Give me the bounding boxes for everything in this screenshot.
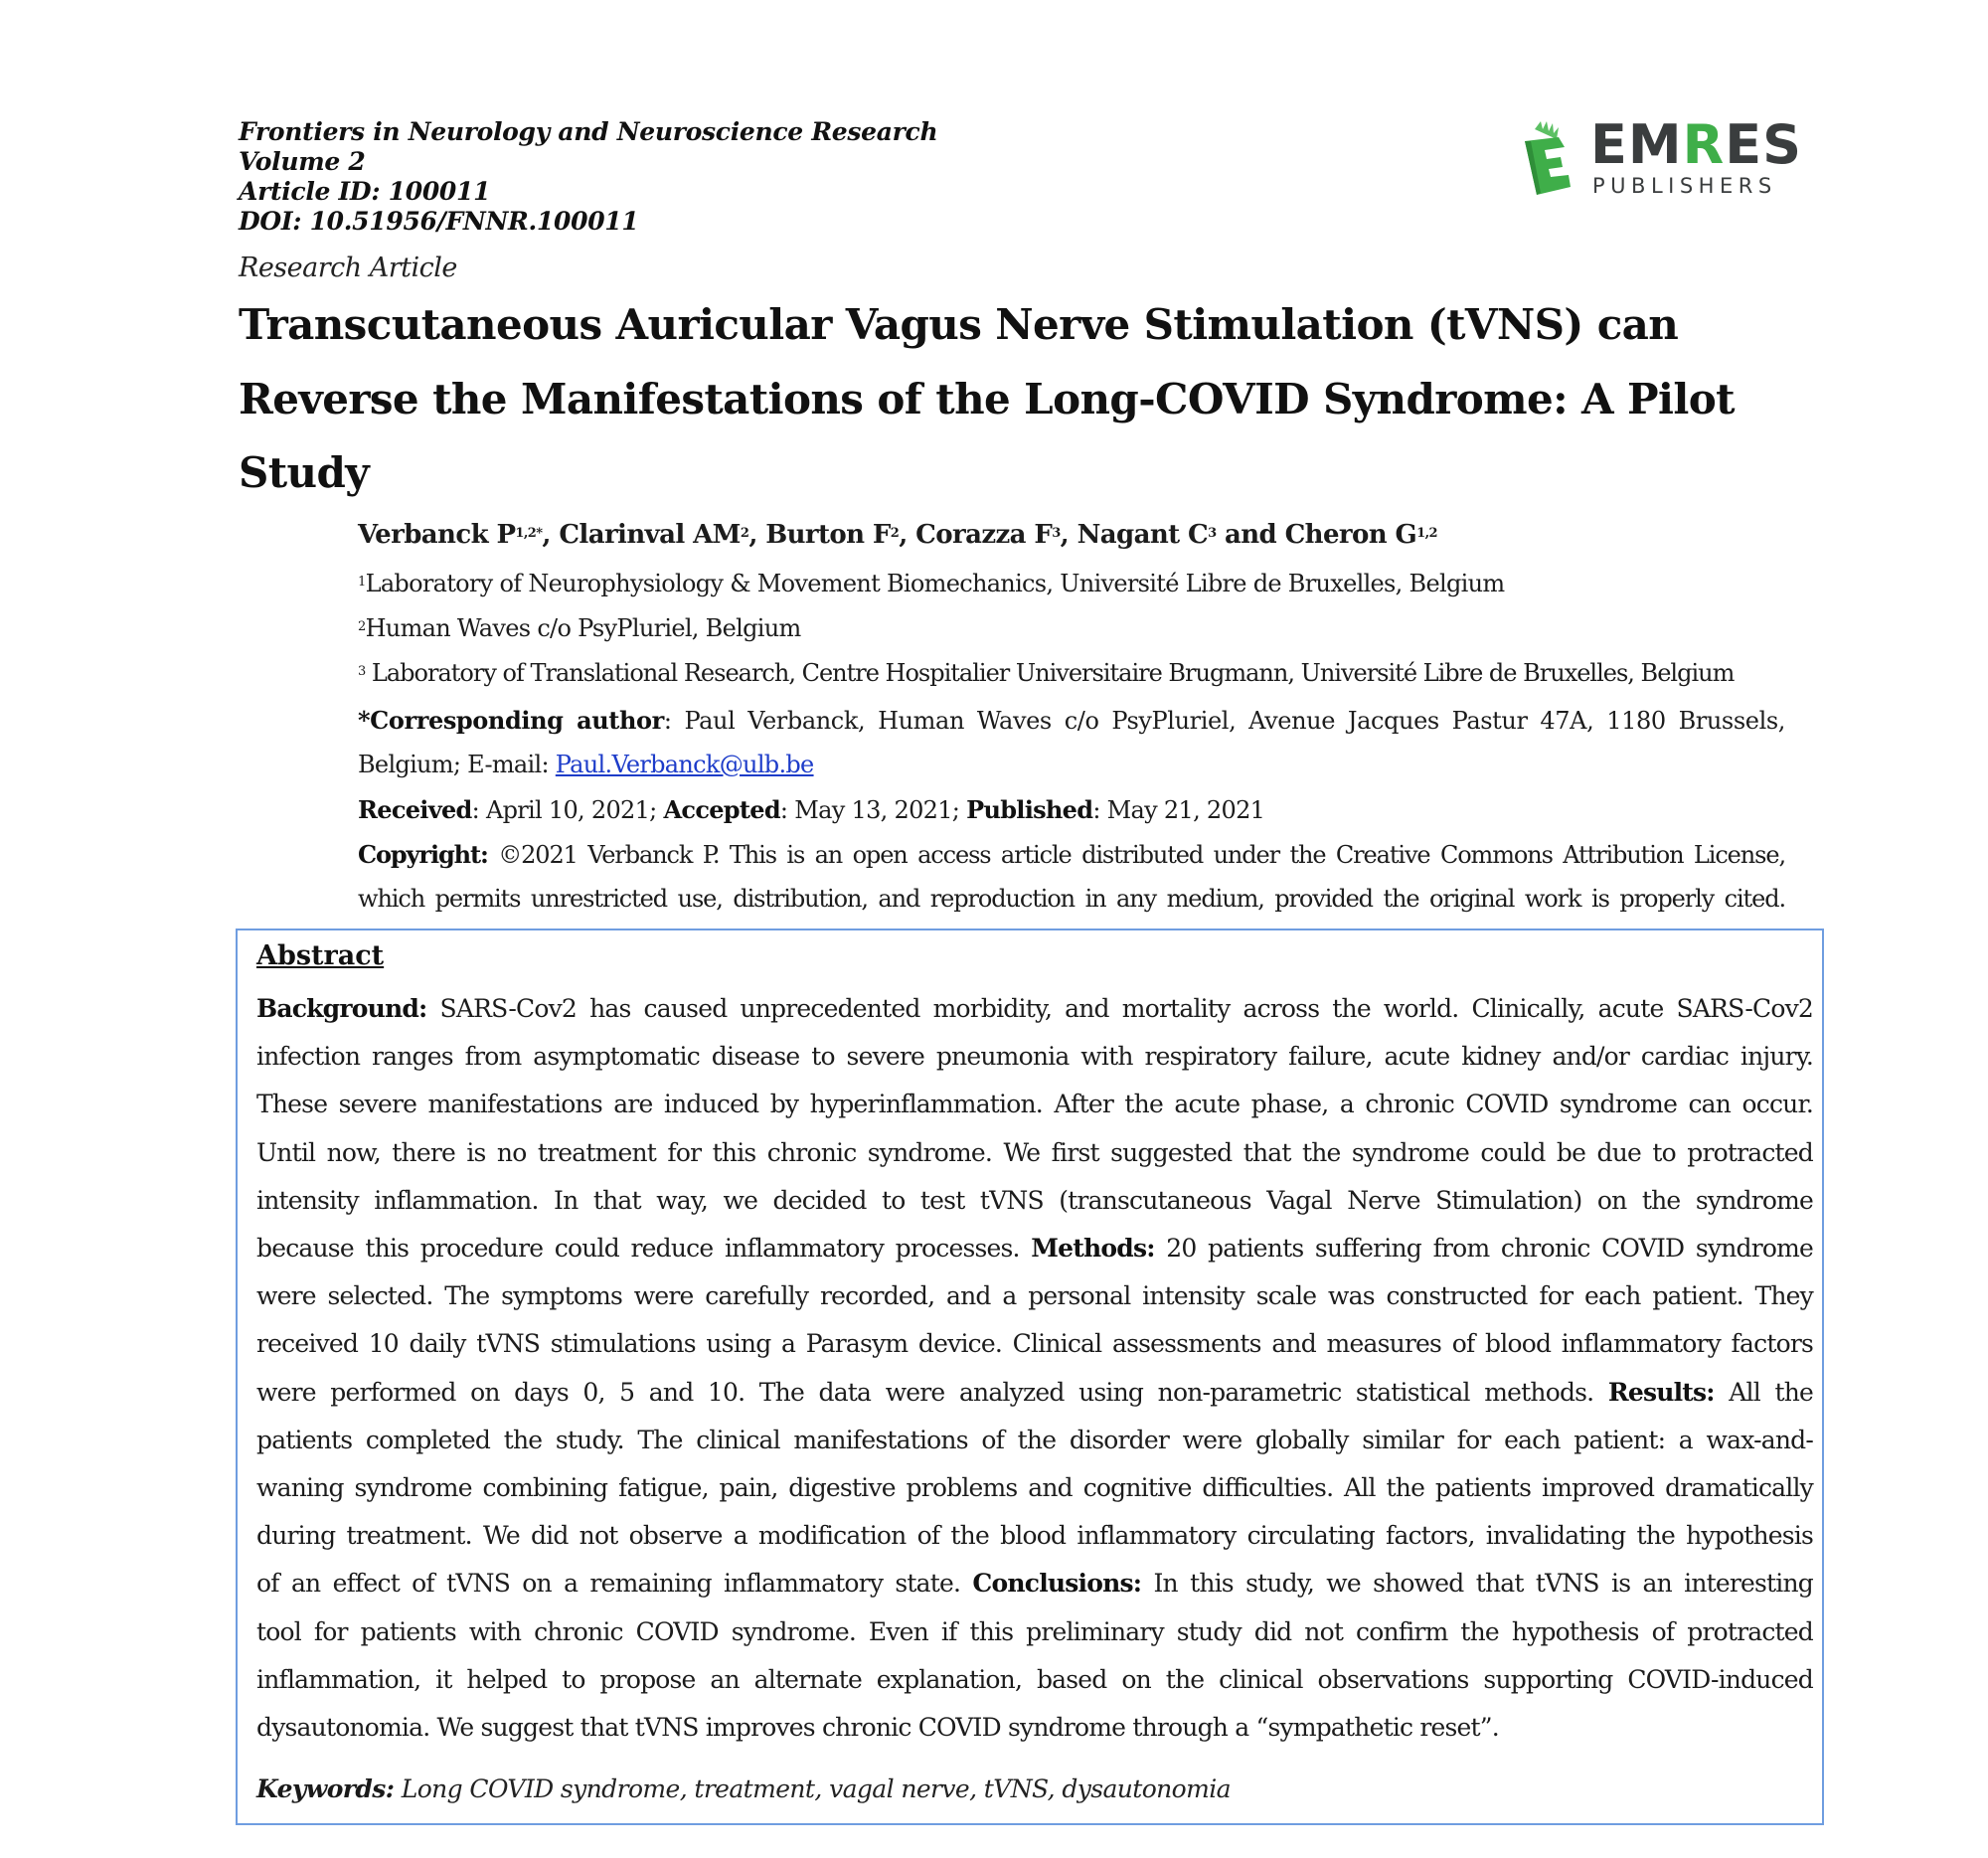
abstract-line [256,1567,1813,1601]
abstract-text: SARS-Cov2 has caused unprecedented morbidity, and mortality across the world. Clinically, acute SARS-Cov2 [426,994,1813,1023]
publication-dates: Received: April 10, 2021; Accepted: May 13, 2021; Published: May 21, 2021 [358,795,1265,824]
abstract-text: In this study, we showed that tVNS is an interesting [1141,1569,1813,1599]
wordmark-accent: R [1682,113,1726,176]
abstract-line [256,1279,1813,1313]
green-book-e-icon [1521,119,1582,205]
abstract-section-label: Background: [256,994,427,1023]
title-line: Transcutaneous Auricular Vagus Nerve Stimulation (tVNS) can [239,300,1679,349]
author: Clarinval $AM^2$ [559,520,749,550]
publisher-subtitle: PUBLISHERS [1592,174,1777,198]
copyright-line: which permits unrestricted use, distribution, and reproduction in any medium, provided the original work is properly cited. [358,885,1785,913]
abstract-text: intensity inflammation. In that way, we decided to test tVNS (transcutaneous Vagal Nerve Stimulation) on the syndrome [256,1185,1813,1215]
abstract-line [256,1519,1813,1553]
affiliation: $^3$ Laboratory of Translational Research, Centre Hospitalier Universitaire Brugmann, Université Libre de Bruxelles, Belgium [358,659,1735,687]
abstract-text: tool for patients with chronic COVID syndrome. Even if this preliminary study did not confirm the hypothesis of protracted [256,1616,1813,1646]
abstract-text: because this procedure could reduce inflammatory processes. [256,1234,1032,1263]
corresponding-email-line: Belgium; E-mail: Paul.Verbanck@ulb.be [358,751,814,778]
author: Corazza $F^3$ [915,520,1061,550]
abstract-section-label: Conclusions: [972,1569,1142,1599]
abstract-text: during treatment. We did not observe a modification of the blood inflammatory circulating factors, invalidating the hypothesis [256,1521,1813,1551]
author: Verbanck $P^{1,2*}$ [358,520,543,550]
abstract-text: Until now, there is no treatment for this chronic syndrome. We first suggested that the syndrome could be due to protracted [256,1137,1813,1167]
abstract-line [256,992,1813,1026]
publisher-logo [1521,113,1802,207]
wordmark-part1: EM [1590,113,1683,176]
abstract-line [256,1711,1813,1745]
abstract-line [256,1376,1813,1410]
email-link[interactable]: Paul.Verbanck@ulb.be [555,751,814,778]
abstract-line [256,1471,1813,1505]
abstract-line [256,1136,1813,1170]
article-id: Article ID: 100011 [239,177,491,206]
title-line: Study [239,448,370,497]
author-list: Verbanck $P^{1,2*}$, Clarinval $AM^2$, Burton $F^2$, Corazza $F^3$, Nagant $C^3$ and Cheron G$^{1,2}$ [358,520,1437,550]
title-line: Reverse the Manifestations of the Long-COVID Syndrome: A Pilot [239,375,1735,423]
doi: DOI: 10.51956/FNNR.100011 [239,207,639,236]
abstract-text: waning syndrome combining fatigue, pain, digestive problems and cognitive difficulties. All the patients improved dramatically [256,1473,1813,1502]
copyright-line: Copyright: ©2021 Verbanck P. This is an open access article distributed under the Creative Commons Attribution License, [358,840,1785,869]
abstract-text: received 10 daily tVNS stimulations using a Parasym device. Clinical assessments and measures of blood inflammatory factors [256,1329,1813,1359]
article-type: Research Article [239,253,457,283]
abstract-text: All the [1714,1377,1813,1407]
abstract-text: These severe manifestations are induced by hyperinflammation. After the acute phase, a chronic COVID syndrome can occur. [256,1090,1813,1119]
abstract-line [256,1184,1813,1218]
abstract-line [256,1088,1813,1121]
author: Burton $F^2$ [765,520,900,550]
publisher-wordmark [1590,113,1802,176]
abstract-section-label: Methods: [1031,1234,1155,1263]
affiliation: $^1$Laboratory of Neurophysiology & Movement Biomechanics, Université Libre de Bruxelles, Belgium [358,570,1505,597]
abstract-text: inflammation, it helped to propose an alternate explanation, based on the clinical observations supporting COVID-induced [256,1664,1813,1694]
abstract-text: were selected. The symptoms were carefully recorded, and a personal intensity scale was constructed for each patient. They [256,1281,1813,1311]
abstract-text: infection ranges from asymptomatic disease to severe pneumonia with respiratory failure, acute kidney and/or cardiac injury. [256,1042,1813,1072]
keywords-label: Keywords: [256,1774,395,1803]
affiliation: $^2$Human Waves c/o PsyPluriel, Belgium [358,614,801,642]
author: Cheron G$^{1,2}$ [1284,520,1437,550]
abstract-line [256,1663,1813,1697]
keywords-list: Long COVID syndrome, treatment, vagal nerve, tVNS, dysautonomia [394,1774,1231,1803]
corresponding-author: *Corresponding author: Paul Verbanck, Human Waves c/o PsyPluriel, Avenue Jacques Pastur 47A, 1180 Brussels, [358,706,1785,735]
journal-volume: Volume 2 [239,147,366,176]
abstract-text: of an effect of tVNS on a remaining inflammatory state. [256,1569,973,1599]
abstract-line [256,1327,1813,1361]
keywords [256,1774,1231,1803]
abstract-heading: Abstract [256,940,385,971]
abstract-text: were performed on days 0, 5 and 10. The data were analyzed using non-parametric statistical methods. [256,1377,1608,1407]
abstract-text: dysautonomia. We suggest that tVNS improves chronic COVID syndrome through a “sympathetic reset”. [256,1713,1499,1742]
abstract-section-label: Results: [1607,1377,1715,1407]
abstract-line [256,1615,1813,1649]
abstract-text: 20 patients suffering from chronic COVID syndrome [1154,1234,1813,1263]
abstract-line [256,1040,1813,1074]
author: Nagant $C^3$ [1077,520,1217,550]
abstract-line [256,1424,1813,1457]
journal-name: Frontiers in Neurology and Neuroscience Research [239,117,938,146]
abstract-text: patients completed the study. The clinical manifestations of the disorder were globally similar for each patient: a wax-and- [256,1425,1813,1454]
abstract-line [256,1232,1813,1266]
wordmark-part2: ES [1725,113,1802,176]
